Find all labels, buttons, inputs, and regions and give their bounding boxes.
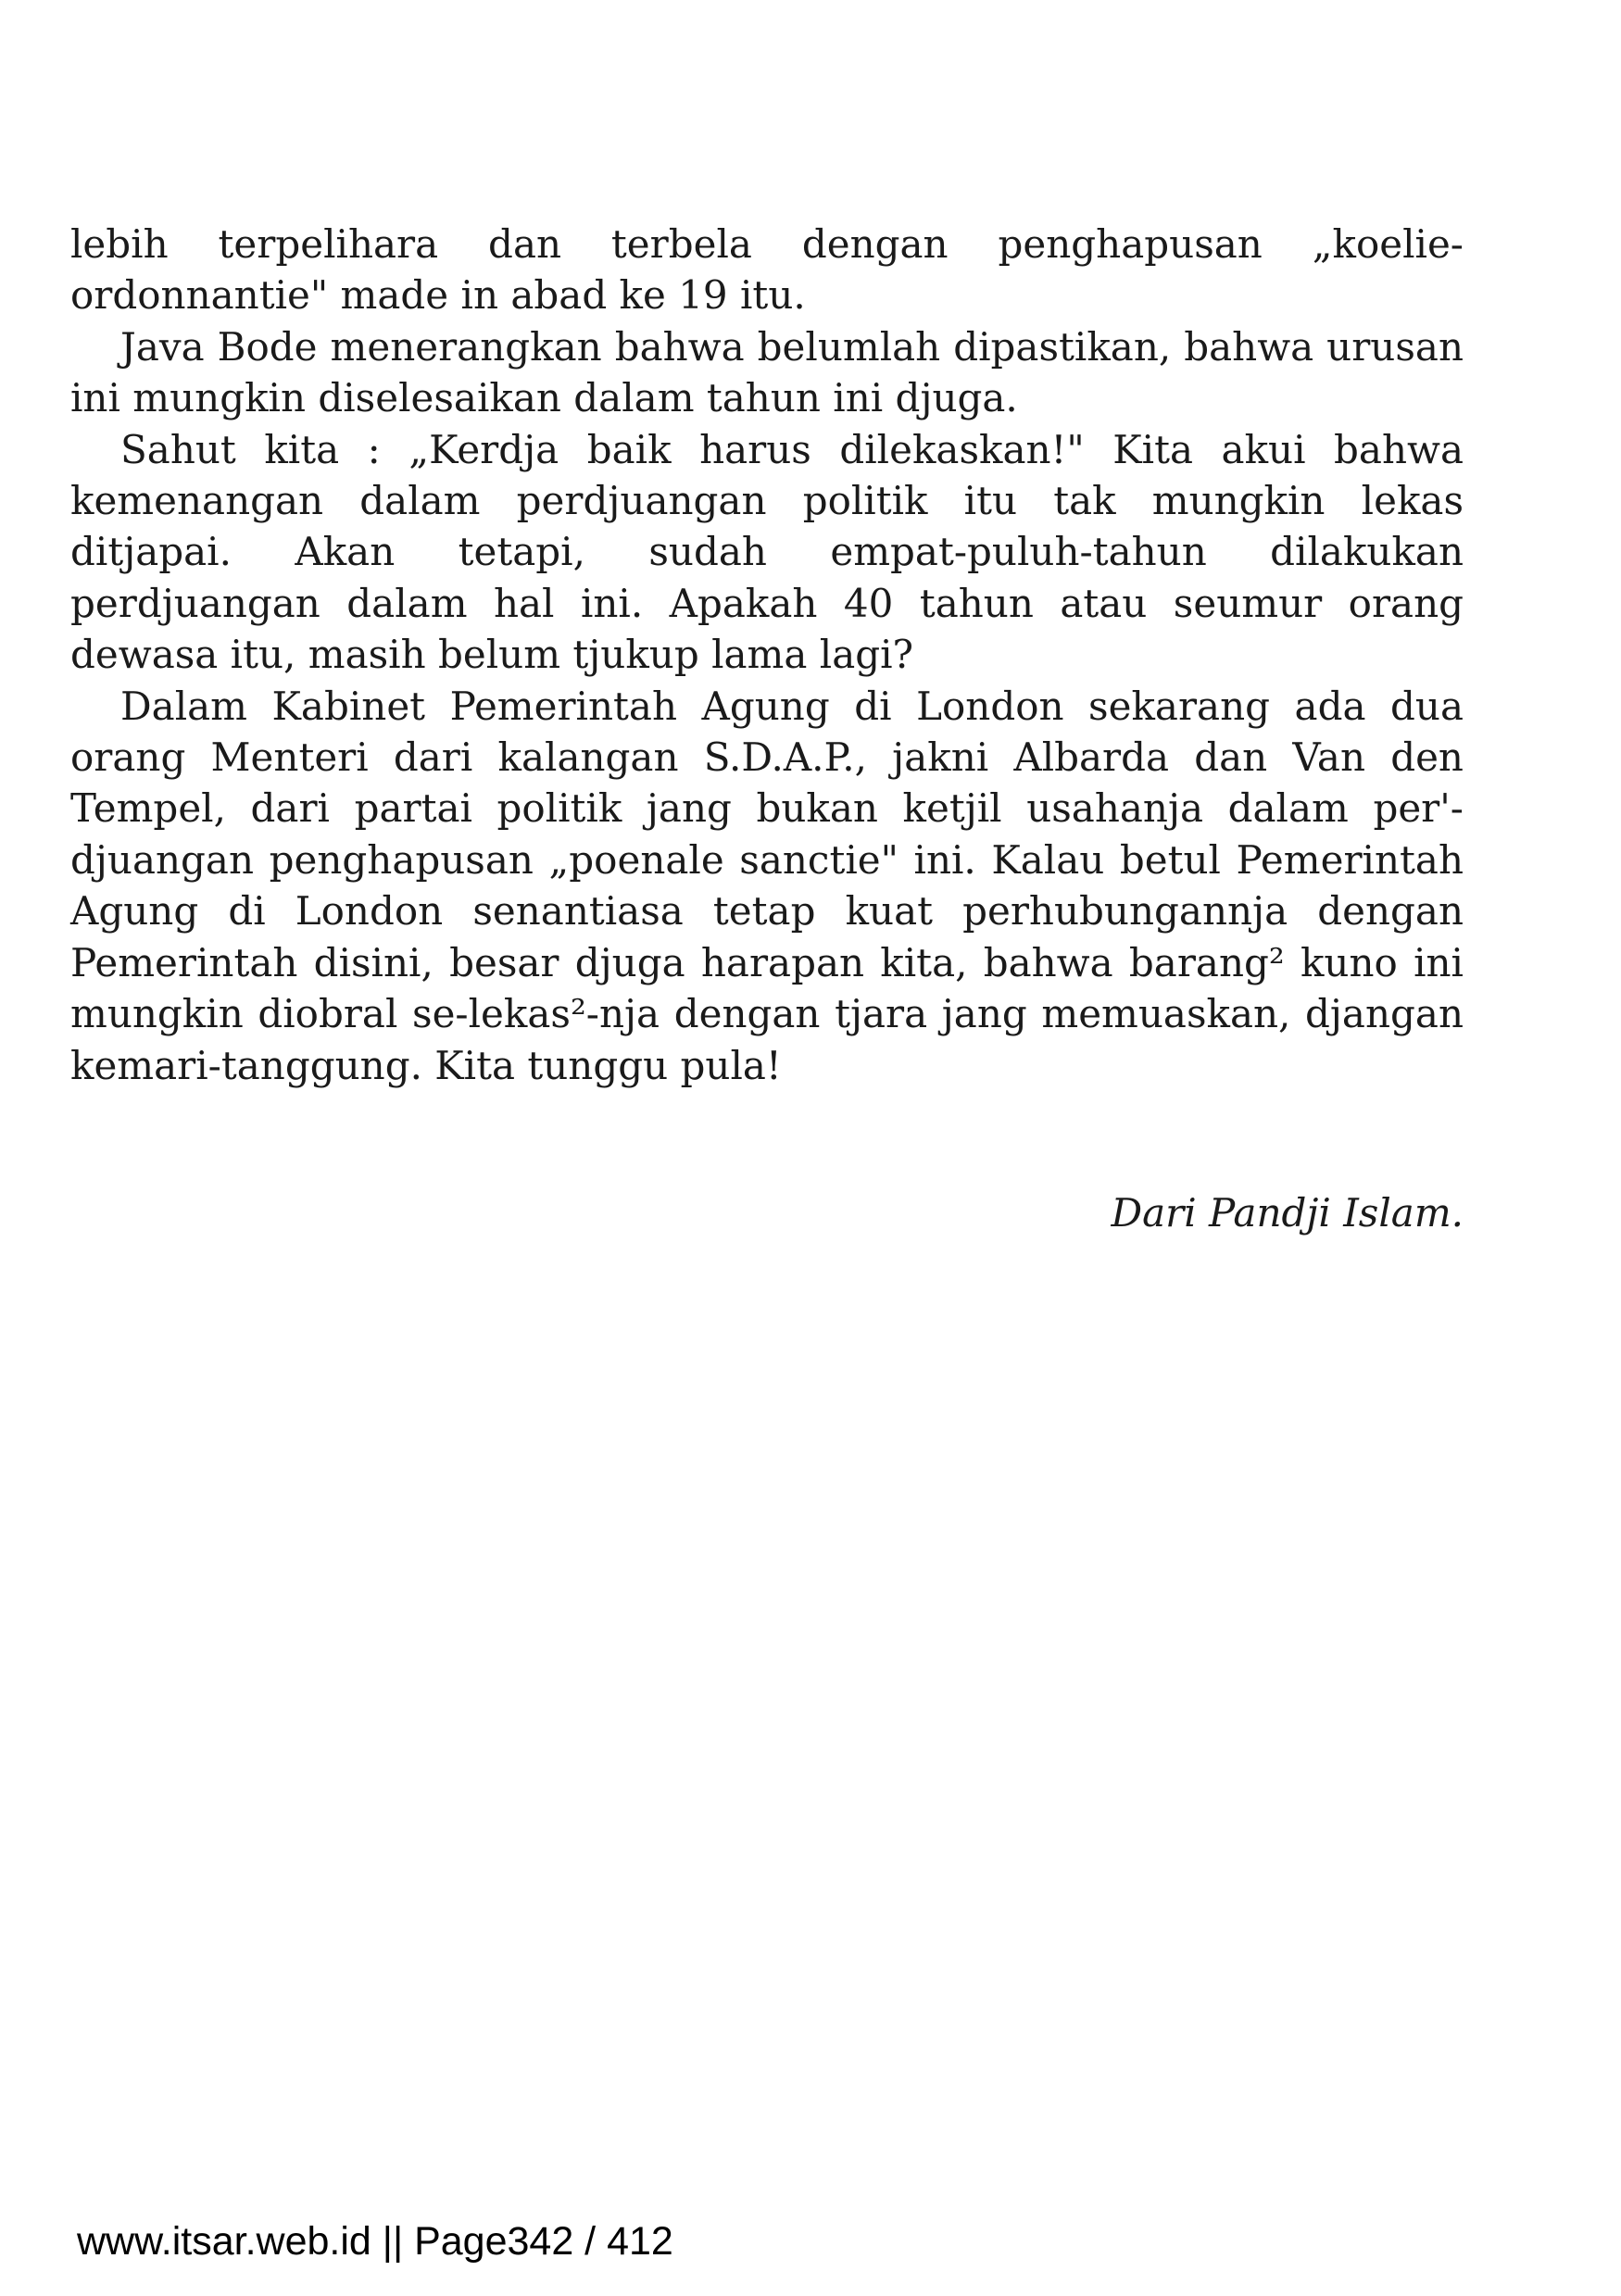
article-body xyxy=(70,219,1464,1091)
paragraph-2: Java Bode menerangkan bahwa belumlah dipastikan, bahwa urusan ini mungkin diselesaikan dalam tahun ini djuga. xyxy=(70,323,1464,421)
paragraph-4: Dalam Kabinet Pemerintah Agung di London sekarang ada dua orang Menteri dari kalangan S.D.A.P., jakni Albarda dan Van den Tempel, dari partai politik jang bukan ketjil usahanja dalam per'-djuangan penghapusan „poenale sanctie" ini. Kalau betul Pemerintah Agung di London senantiasa tetap kuat perhubungannja dengan Pemerintah disini, besar djuga harapan kita, bahwa barang² kuno ini mungkin diobral se-lekas²-nja dengan tjara jang memuaskan, djangan kemari-tanggung. Kita tunggu pula! xyxy=(70,683,1464,1088)
page-footer: www.itsar.web.id || Page342 / 412 xyxy=(77,2219,673,2264)
paragraph-1: lebih terpelihara dan terbela dengan penghapusan „koelie-ordonnantie" made in abad ke 19 itu. xyxy=(70,221,1464,319)
source-attribution: Dari Pandji Islam. xyxy=(1111,1190,1464,1236)
paragraph-3: Sahut kita : „Kerdja baik harus dilekaskan!" Kita akui bahwa kemenangan dalam perdjuangan politik itu tak mungkin lekas ditjapai. Akan tetapi, sudah empat-puluh-tahun dilakukan perdjuangan dalam hal ini. Apakah 40 tahun atau seumur orang dewasa itu, masih belum tjukup lama lagi? xyxy=(70,426,1464,678)
